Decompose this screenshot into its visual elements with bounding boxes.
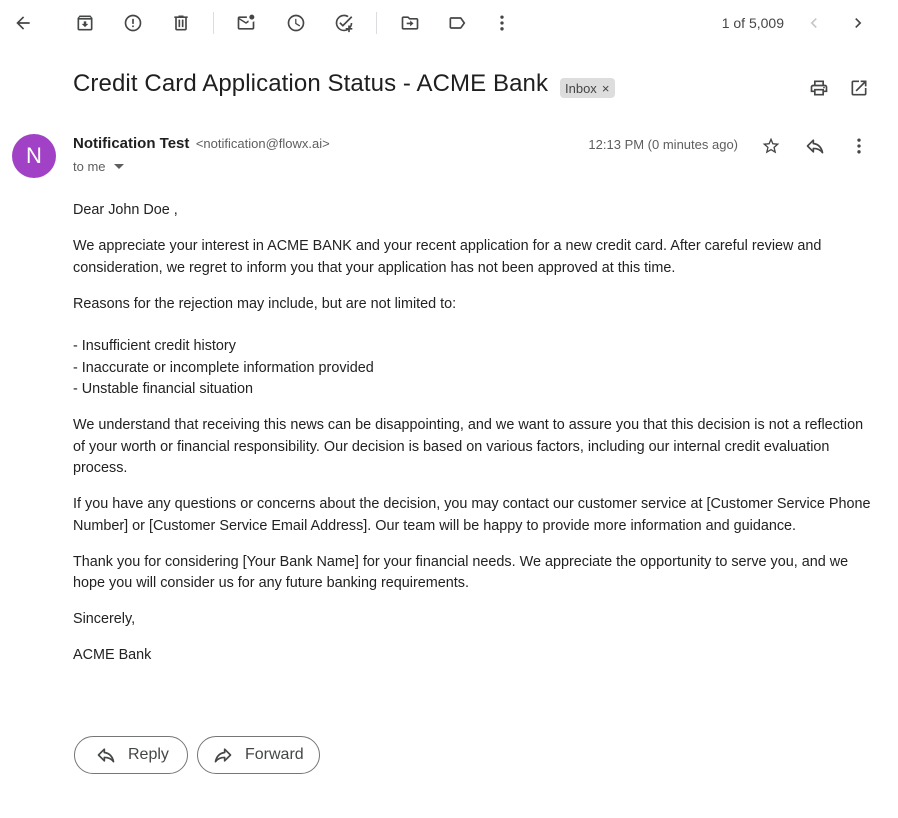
greeting: Dear John Doe , (73, 202, 178, 218)
remove-label-button[interactable]: × (601, 80, 610, 96)
body-paragraph: Thank you for considering [Your Bank Name] for your financial needs. We appreciate the opportunity to serve you, and we hope you will consider us for any future banking requirements. (73, 553, 849, 591)
inbox-label-chip[interactable] (560, 78, 615, 98)
snooze-button[interactable] (280, 7, 312, 39)
chevron-right-icon (848, 13, 868, 33)
email-subject: Credit Card Application Status - ACME Bank (73, 70, 549, 97)
reasons-list (73, 336, 873, 401)
move-to-folder-icon (400, 13, 420, 33)
body-paragraph: We understand that receiving this news can be disappointing, and we want to assure you that this decision is not a reflection of your worth or financial responsibility. Our decision is based on various factors, including our internal credit evaluation process. (73, 417, 864, 476)
open-in-new-window-button[interactable] (843, 72, 875, 104)
labels-button[interactable] (441, 7, 473, 39)
recipient-details-toggle[interactable] (73, 159, 124, 174)
arrow-back-icon (13, 13, 33, 33)
toolbar-divider (376, 12, 377, 34)
list-item: - Unstable financial situation (73, 381, 253, 397)
print-button[interactable] (803, 72, 835, 104)
report-spam-icon (123, 13, 143, 33)
sender-email: <notification@flowx.ai> (195, 136, 330, 151)
spacer (73, 315, 873, 336)
list-item: - Insufficient credit history (73, 338, 236, 354)
reply-button[interactable] (74, 736, 188, 774)
forward-button[interactable] (197, 736, 320, 774)
recipient-label: to me (73, 159, 106, 174)
label-icon (447, 13, 467, 33)
sender (73, 135, 330, 153)
message-more-button[interactable] (843, 130, 875, 162)
mark-unread-icon (236, 13, 256, 33)
reply-icon (805, 136, 825, 156)
previous-email-button[interactable] (798, 7, 830, 39)
star-button[interactable] (755, 130, 787, 162)
reply-icon (96, 745, 116, 765)
forward-icon (213, 745, 233, 765)
avatar: N (12, 134, 56, 178)
archive-icon (75, 13, 95, 33)
report-spam-button[interactable] (117, 7, 149, 39)
pager-count: 1 of 5,009 (721, 15, 784, 31)
delete-button[interactable] (165, 7, 197, 39)
toolbar-divider (213, 12, 214, 34)
closing: Sincerely, (73, 611, 136, 627)
more-button[interactable] (486, 7, 518, 39)
body-paragraph: If you have any questions or concerns about the decision, you may contact our customer service at [Customer Service Phone Number] or [Customer Service Email Address]. Our team will be happy to provide more information and guidance. (73, 496, 871, 534)
add-task-icon (334, 13, 354, 33)
back-button[interactable] (7, 7, 39, 39)
email-timestamp: 12:13 PM (0 minutes ago) (588, 137, 738, 152)
trash-icon (171, 13, 191, 33)
more-vert-icon (849, 136, 869, 156)
caret-down-icon (114, 164, 124, 169)
open-in-new-icon (849, 78, 869, 98)
chevron-left-icon (804, 13, 824, 33)
clock-icon (286, 13, 306, 33)
star-icon (761, 136, 781, 156)
add-to-tasks-button[interactable] (328, 7, 360, 39)
mark-unread-button[interactable] (230, 7, 262, 39)
signature: ACME Bank (73, 647, 152, 663)
list-item: - Inaccurate or incomplete information provided (73, 359, 374, 376)
move-to-button[interactable] (394, 7, 426, 39)
more-vert-icon (492, 13, 512, 33)
body-paragraph: We appreciate your interest in ACME BANK and your recent application for a new credit card. After careful review and consideration, we regret to inform you that your application has not been approved at this time. (73, 238, 822, 276)
sender-name: Notification Test (73, 135, 190, 152)
printer-icon (809, 78, 829, 98)
body-paragraph: Reasons for the rejection may include, but are not limited to: (73, 295, 457, 312)
reply-icon-button[interactable] (799, 130, 831, 162)
forward-button-label: Forward (245, 746, 304, 763)
reply-button-label: Reply (128, 746, 169, 763)
label-name: Inbox (565, 80, 597, 96)
next-email-button[interactable] (842, 7, 874, 39)
archive-button[interactable] (69, 7, 101, 39)
email-body (73, 200, 873, 681)
